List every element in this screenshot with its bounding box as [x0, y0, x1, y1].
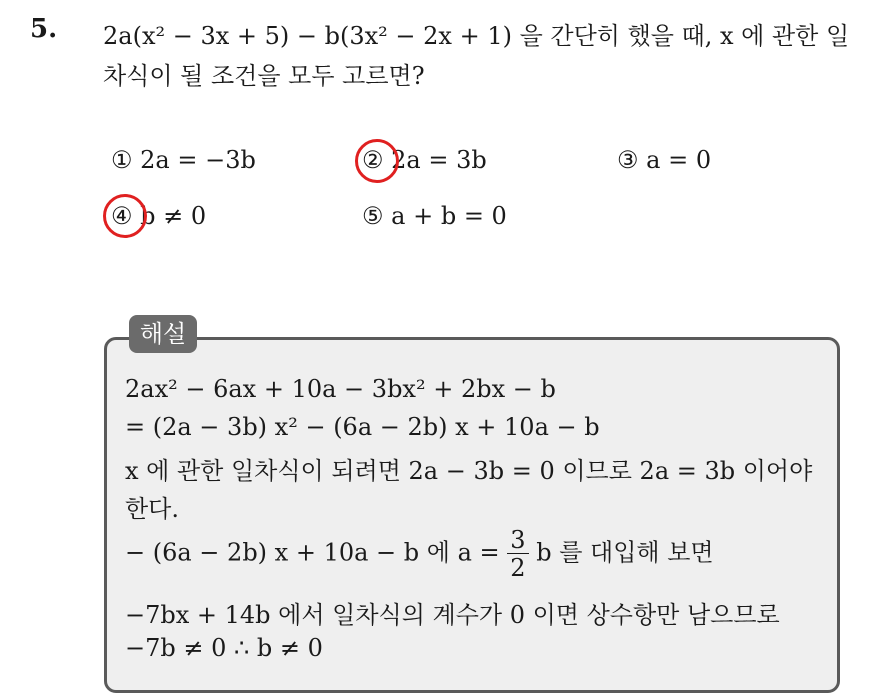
- question-number: 5.: [30, 14, 58, 44]
- selection-circle-mark: [355, 139, 399, 183]
- solution-tag: 해설: [129, 315, 197, 353]
- fraction-denominator: 2: [510, 554, 526, 582]
- choice-1[interactable]: ① 2a = −3b: [111, 146, 256, 174]
- choice-2[interactable]: ② 2a = 3b: [362, 146, 487, 174]
- solution-line-2: = (2a − 3b) x² − (6a − 2b) x + 10a − b: [125, 413, 600, 441]
- question-text-line-2: 차식이 될 조건을 모두 고르면?: [103, 62, 425, 90]
- solution-line-1: 2ax² − 6ax + 10a − 3bx² + 2bx − b: [125, 375, 556, 403]
- choice-5[interactable]: ⑤ a + b = 0: [362, 202, 507, 230]
- fraction: [507, 528, 528, 580]
- solution-line-3: x 에 관한 일차식이 되려면 2a − 3b = 0 이므로 2a = 3b 이어야: [125, 457, 813, 485]
- solution-line-5-pre: − (6a − 2b) x + 10a − b 에 a =: [125, 538, 500, 567]
- choice-4[interactable]: ④ b ≠ 0: [111, 202, 207, 230]
- choice-3[interactable]: ③ a = 0: [617, 146, 712, 174]
- selection-circle-mark: [103, 194, 147, 238]
- fraction-numerator: 3: [507, 528, 528, 554]
- solution-line-6: −7bx + 14b 에서 일차식의 계수가 0 이면 상수항만 남으므로: [125, 601, 780, 629]
- solution-line-5-post: b 를 대입해 보면: [536, 538, 714, 567]
- solution-line-4: 한다.: [125, 495, 179, 523]
- solution-line-7: −7b ≠ 0 ∴ b ≠ 0: [125, 634, 323, 662]
- question-text-line-1: 2a(x² − 3x + 5) − b(3x² − 2x + 1) 을 간단히 했을 때, x 에 관한 일: [103, 22, 850, 50]
- solution-line-5: [125, 528, 714, 580]
